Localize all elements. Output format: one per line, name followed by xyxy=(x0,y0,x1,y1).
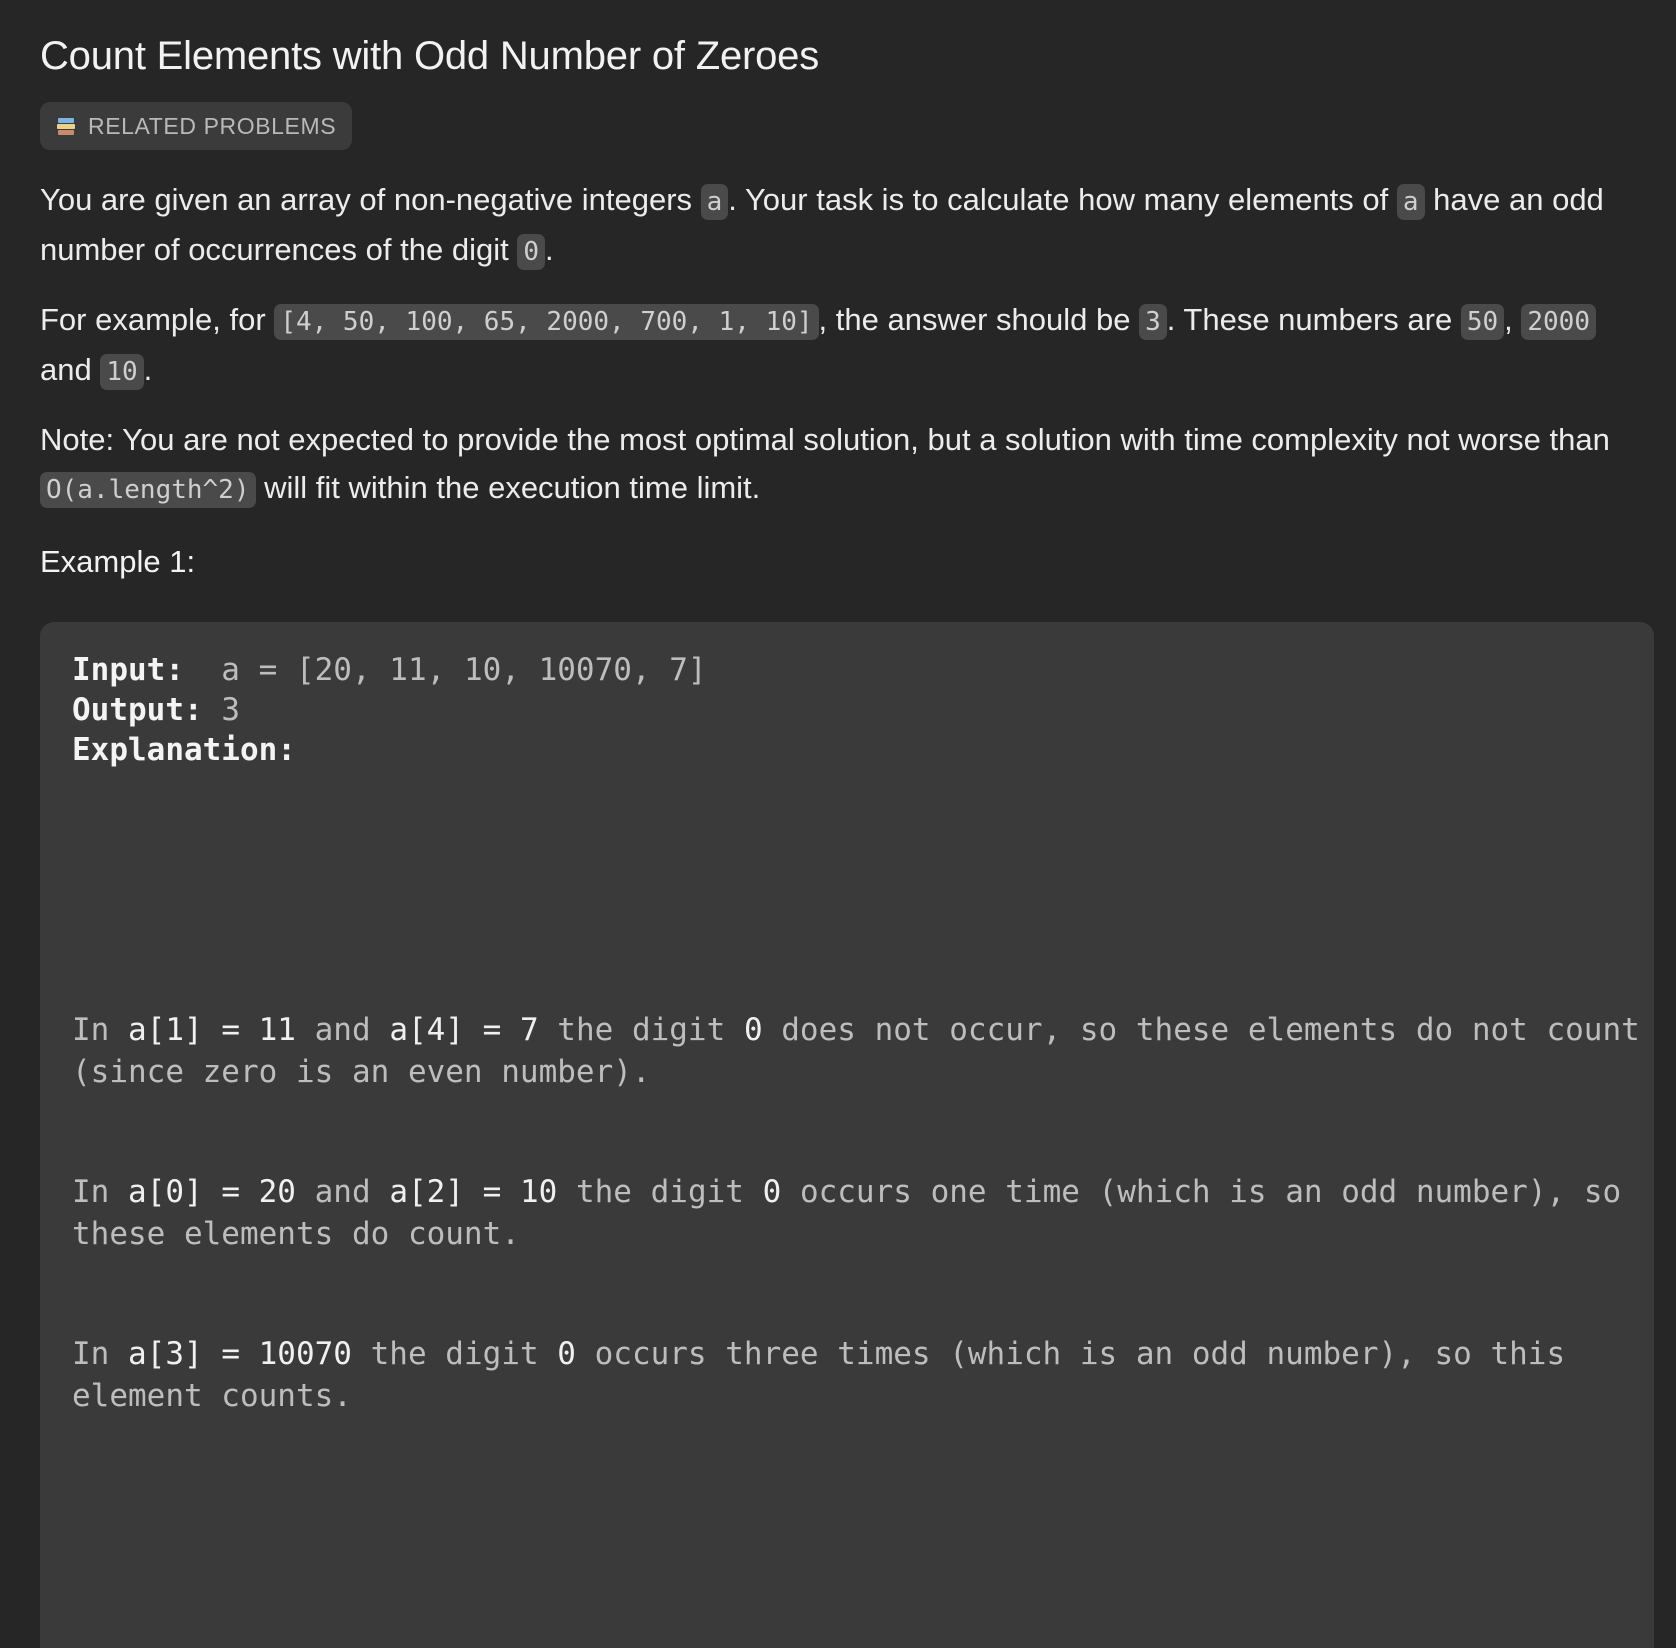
text: does not occur, so these elements do not count xyxy=(762,1012,1640,1048)
output-value: 3 xyxy=(202,692,240,728)
inline-code: O(a.length^2) xyxy=(40,472,256,508)
text: , xyxy=(1504,302,1522,337)
code-ref: a[1] = 11 xyxy=(128,1012,296,1048)
text: the digit xyxy=(351,1336,558,1372)
inline-code: 0 xyxy=(517,234,545,270)
example-explanation-label xyxy=(72,732,296,768)
code-ref: 0 xyxy=(743,1012,763,1048)
problem-title: Count Elements with Odd Number of Zeroes xyxy=(40,34,820,78)
inline-code: 10 xyxy=(100,354,143,390)
text: and xyxy=(295,1012,390,1048)
text: will fit within the execution time limit. xyxy=(255,470,761,505)
text: occurs one time (which is an odd number), so xyxy=(781,1174,1622,1210)
text: You are given an array of non-negative integers xyxy=(40,182,701,217)
description-paragraph-3 xyxy=(40,416,1654,514)
text: In xyxy=(72,1174,128,1210)
description-paragraph-2 xyxy=(40,296,1654,396)
books-icon xyxy=(56,116,78,136)
text: For example, for xyxy=(40,302,275,337)
code-ref: a[2] = 10 xyxy=(389,1174,558,1210)
example-heading: Example 1: xyxy=(40,544,196,579)
input-label: Input: xyxy=(72,652,184,688)
explanation-line-3b: element counts. xyxy=(72,1378,352,1414)
inline-code: [4, 50, 100, 65, 2000, 700, 1, 10] xyxy=(274,304,818,340)
code-ref: a[3] = 10070 xyxy=(128,1336,352,1372)
text: and xyxy=(295,1174,390,1210)
text: . xyxy=(544,232,554,267)
description-paragraph-1 xyxy=(40,176,1654,276)
input-value: a = [20, 11, 10, 10070, 7] xyxy=(183,652,707,688)
inline-code: a xyxy=(701,184,729,220)
text: and xyxy=(40,352,101,387)
example-input-line xyxy=(72,652,707,688)
text: have an odd number of occurrences of the digit xyxy=(40,182,1604,267)
explanation-line-1b: (since zero is an even number). xyxy=(72,1054,651,1090)
code-ref: 0 xyxy=(762,1174,782,1210)
text: . Your task is to calculate how many elements of xyxy=(728,182,1397,217)
text: In xyxy=(72,1336,128,1372)
text: the digit xyxy=(557,1174,763,1210)
example-output-line xyxy=(72,692,240,728)
explanation-line-3a xyxy=(72,1336,1565,1372)
explanation-line-1a xyxy=(72,1012,1640,1048)
explanation-label: Explanation: xyxy=(72,732,296,768)
example-code-block xyxy=(40,622,1654,1648)
inline-code: 2000 xyxy=(1521,304,1596,340)
inline-code: 50 xyxy=(1461,304,1504,340)
text: occurs three times (which is an odd number), so this xyxy=(575,1336,1566,1372)
text: . These numbers are xyxy=(1166,302,1461,337)
inline-code: a xyxy=(1397,184,1425,220)
text: the digit xyxy=(538,1012,744,1048)
text: . xyxy=(143,352,153,387)
code-ref: a[4] = 7 xyxy=(389,1012,539,1048)
code-ref: 0 xyxy=(557,1336,576,1372)
related-problems-label: RELATED PROBLEMS xyxy=(88,112,337,139)
inline-code: 3 xyxy=(1139,304,1167,340)
code-ref: a[0] = 20 xyxy=(128,1174,296,1210)
text: In xyxy=(72,1012,128,1048)
explanation-line-2a xyxy=(72,1174,1621,1210)
related-problems-button[interactable] xyxy=(40,102,352,150)
output-label: Output: xyxy=(72,692,203,728)
text: , the answer should be xyxy=(818,302,1140,337)
text: Note: You are not expected to provide the most optimal solution, but a solution with time complexity not worse than xyxy=(40,422,1610,457)
explanation-line-2b: these elements do count. xyxy=(72,1216,520,1252)
